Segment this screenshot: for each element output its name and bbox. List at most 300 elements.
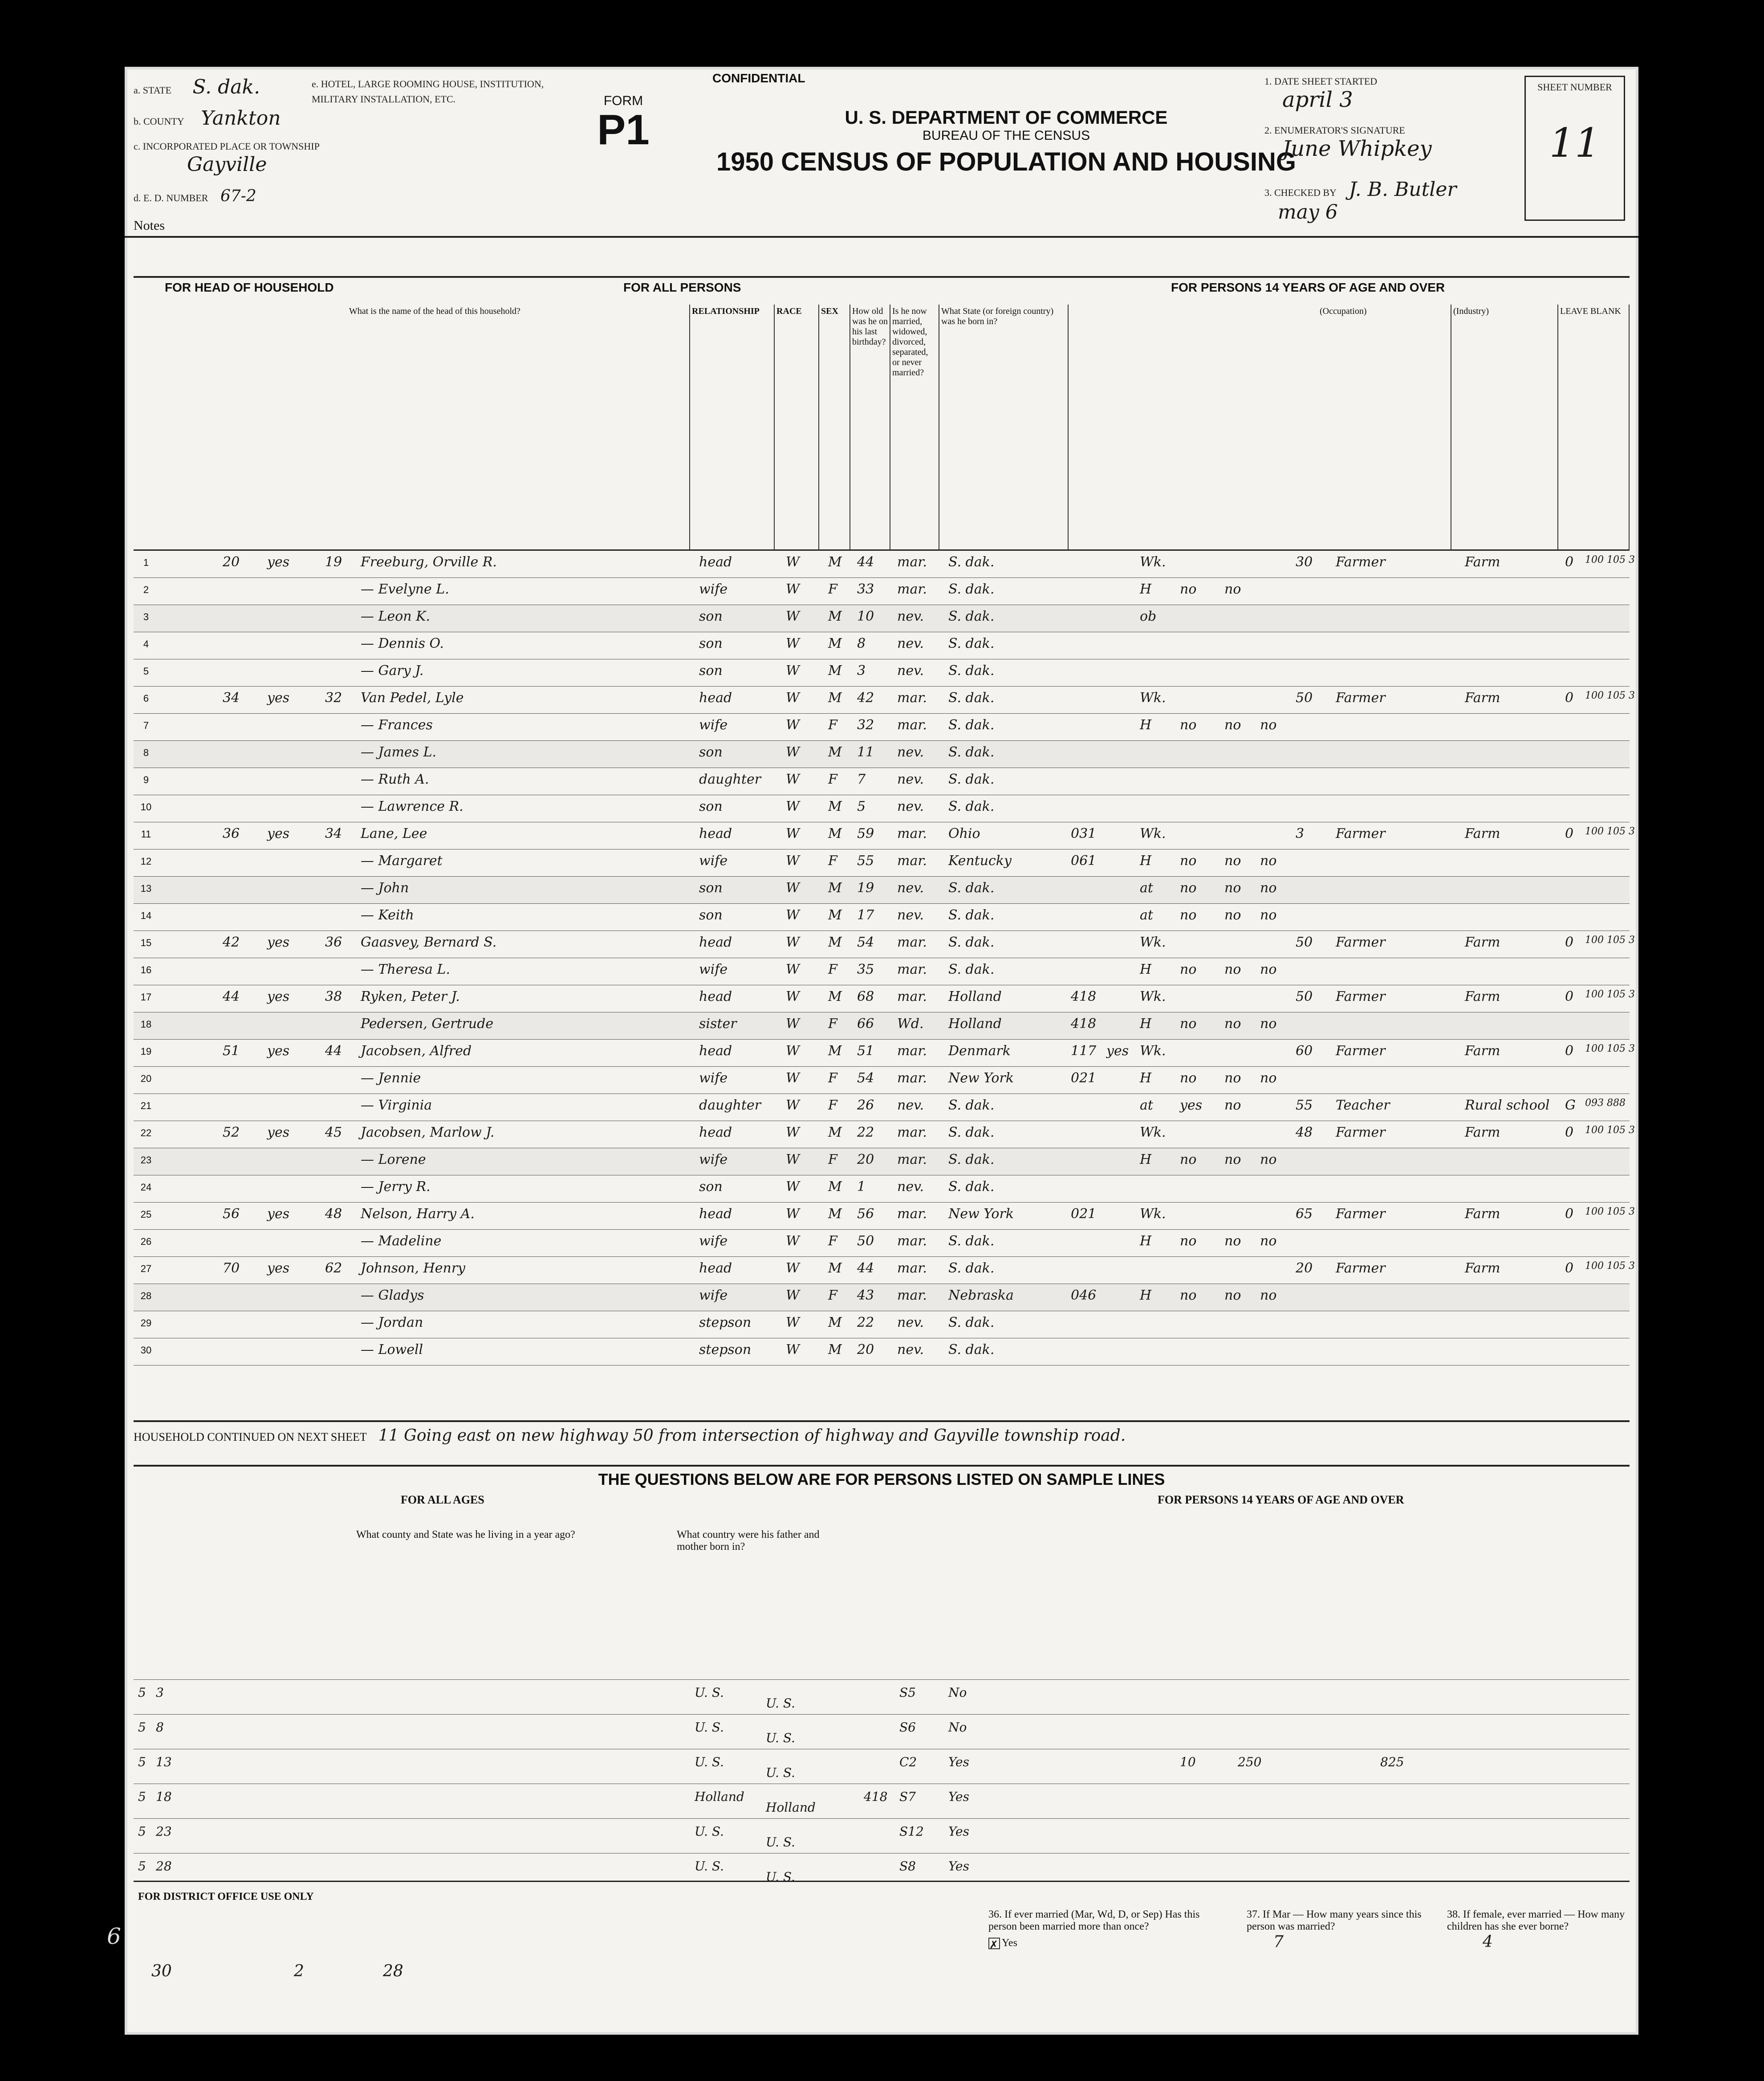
race: W (786, 636, 800, 651)
race: W (786, 1288, 800, 1303)
line-number: 13 (140, 883, 152, 894)
activity: ob (1140, 609, 1157, 624)
race: W (786, 581, 800, 597)
mother-birthplace: U. S. (766, 1696, 795, 1711)
line-number: 26 (140, 1236, 152, 1247)
finished-grade: Yes (948, 1824, 969, 1839)
col-sex-header: SEX (819, 305, 850, 549)
person-name: — Frances (361, 717, 433, 733)
sex: M (828, 1206, 842, 1222)
age: 56 (857, 1206, 874, 1222)
sex: M (828, 1342, 842, 1358)
birthplace: S. dak. (948, 799, 995, 814)
activity: Wk. (1140, 554, 1166, 570)
line-number: 6 (143, 693, 149, 704)
marital-status: nev. (897, 1315, 924, 1330)
sex: M (828, 935, 842, 950)
head-group-label: FOR HEAD OF HOUSEHOLD (165, 280, 334, 294)
dwelling-number: 20 (223, 554, 240, 570)
relationship: wife (699, 1152, 728, 1167)
schedule-number: 19 (325, 554, 342, 570)
work-answer: no (1180, 717, 1197, 733)
birth-code: 046 (1071, 1288, 1097, 1303)
father-birthplace: U. S. (695, 1720, 724, 1735)
schedule-number: 62 (325, 1260, 342, 1276)
marital-status: mar. (897, 581, 927, 597)
line-number: 1 (143, 557, 149, 568)
job-answer: no (1260, 853, 1277, 869)
sample-number: 5 (138, 1824, 146, 1839)
person-name: — Theresa L. (361, 962, 450, 977)
line-number: 15 (140, 937, 152, 948)
sample-row (134, 1853, 1630, 1885)
age: 22 (857, 1125, 874, 1140)
table-row (134, 768, 1630, 795)
looking-answer: no (1224, 880, 1241, 896)
table-row (134, 1230, 1630, 1257)
age: 11 (857, 744, 874, 760)
looking-answer: no (1224, 907, 1241, 923)
job-answer: no (1260, 1288, 1277, 1303)
marital-status: mar. (897, 1260, 927, 1276)
item38: 38. If female, ever married — How many children has she ever borne? 4 (1447, 1909, 1625, 1951)
marital-status: mar. (897, 853, 927, 869)
marital-status: mar. (897, 717, 927, 733)
farm-answer: yes (267, 935, 290, 950)
all-ages-label: FOR ALL AGES (401, 1493, 484, 1506)
grade-attended: S7 (899, 1789, 916, 1804)
job-answer: no (1260, 1152, 1277, 1167)
sheet-header (125, 67, 1638, 238)
sample-number: 5 (138, 1859, 146, 1874)
class-of-worker: G (1565, 1097, 1576, 1113)
work-answer: no (1180, 1288, 1197, 1303)
industry: Farm (1465, 554, 1500, 570)
date-started: 1. DATE SHEET STARTED april 3 (1264, 76, 1378, 112)
work-answer: no (1180, 1152, 1197, 1167)
county-field: b. COUNTY Yankton (134, 107, 281, 130)
industry: Farm (1465, 989, 1500, 1004)
sex: F (828, 1288, 837, 1303)
line-number: 12 (140, 856, 152, 867)
marital-status: nev. (897, 609, 924, 624)
sample-title: THE QUESTIONS BELOW ARE FOR PERSONS LISTED ON SAMPLE LINES (598, 1470, 1165, 1488)
birthplace: S. dak. (948, 907, 995, 923)
all-persons-label: FOR ALL PERSONS (623, 280, 741, 294)
class-of-worker: 0 (1565, 1043, 1574, 1059)
sex: M (828, 609, 842, 624)
sample-row (134, 1818, 1630, 1850)
age: 44 (857, 1260, 874, 1276)
sex: F (828, 581, 837, 597)
sex: M (828, 636, 842, 651)
birthplace: S. dak. (948, 880, 995, 896)
office-codes: 100 105 3 (1585, 1125, 1635, 1136)
sex: F (828, 1152, 837, 1167)
race: W (786, 717, 800, 733)
table-row (134, 931, 1635, 958)
person-name: — Jerry R. (361, 1179, 431, 1195)
relationship: wife (699, 1233, 728, 1249)
person-name: — Gary J. (361, 663, 424, 679)
table-row (134, 985, 1635, 1012)
race: W (786, 1043, 800, 1059)
marital-status: mar. (897, 826, 927, 841)
age: 59 (857, 826, 874, 841)
table-row (134, 1175, 1630, 1203)
dwelling-number: 36 (223, 826, 240, 841)
count-3: 28 (383, 1962, 403, 1980)
age: 8 (857, 636, 866, 651)
relationship: wife (699, 1288, 728, 1303)
marital-status: nev. (897, 1179, 924, 1195)
marital-status: nev. (897, 636, 924, 651)
race: W (786, 989, 800, 1004)
marital-status: nev. (897, 772, 924, 787)
relationship: son (699, 744, 723, 760)
table-row (134, 1338, 1630, 1366)
count-1: 30 (151, 1962, 172, 1980)
sample-lines-section (134, 1465, 1630, 2028)
table-row (134, 1257, 1635, 1284)
activity: H (1140, 717, 1152, 733)
race: W (786, 1342, 800, 1358)
birth-code: 418 (1071, 1016, 1097, 1032)
office-codes: 100 105 3 (1585, 935, 1635, 946)
hours-worked: 60 (1296, 1043, 1313, 1059)
person-name: — Madeline (361, 1233, 442, 1249)
sex: M (828, 826, 842, 841)
age: 44 (857, 554, 874, 570)
sex: M (828, 1179, 842, 1195)
checked-by: 3. CHECKED BY J. B. Butler may 6 (1264, 178, 1457, 224)
other-income: 825 (1380, 1755, 1404, 1769)
work-answer: no (1180, 962, 1197, 977)
sex: F (828, 1016, 837, 1032)
person-name: — Dennis O. (361, 636, 444, 651)
race: W (786, 1206, 800, 1222)
schedule-number: 45 (325, 1125, 342, 1140)
table-row (134, 551, 1635, 578)
birthplace: S. dak. (948, 744, 995, 760)
work-answer: no (1180, 880, 1197, 896)
table-row (134, 741, 1630, 768)
sample-number: 5 (138, 1720, 146, 1735)
person-name: — Ruth A. (361, 772, 429, 787)
table-row (134, 795, 1630, 822)
marital-status: mar. (897, 935, 927, 950)
person-name: — Lawrence R. (361, 799, 463, 814)
age: 5 (857, 799, 866, 814)
job-answer: no (1260, 1016, 1277, 1032)
table-row (134, 1012, 1630, 1040)
activity: H (1140, 1152, 1152, 1167)
occupation: Farmer (1336, 1125, 1386, 1140)
race: W (786, 880, 800, 896)
schedule-number: 36 (325, 935, 342, 950)
age: 32 (857, 717, 874, 733)
office-codes: 093 888 (1585, 1097, 1626, 1109)
person-name: Nelson, Harry A. (361, 1206, 475, 1222)
table-row (134, 1148, 1630, 1175)
wage-income: 250 (1238, 1755, 1262, 1769)
marital-status: mar. (897, 690, 927, 706)
weeks-worked: 10 (1180, 1755, 1196, 1769)
sample-number: 5 (138, 1789, 146, 1804)
notes-label: Notes (134, 218, 165, 233)
race: W (786, 1179, 800, 1195)
looking-answer: no (1224, 1152, 1241, 1167)
marital-status: mar. (897, 554, 927, 570)
birthplace: New York (948, 1206, 1014, 1222)
marital-status: nev. (897, 907, 924, 923)
dwelling-number: 34 (223, 690, 240, 706)
activity: H (1140, 1233, 1152, 1249)
looking-answer: no (1224, 1070, 1241, 1086)
marital-status: mar. (897, 989, 927, 1004)
activity: Wk. (1140, 935, 1166, 950)
marital-status: mar. (897, 1233, 927, 1249)
table-row (134, 687, 1635, 714)
sex: F (828, 717, 837, 733)
sample-line-number: 3 (156, 1685, 164, 1700)
side-number: 6 (107, 1923, 121, 1949)
father-birthplace: U. S. (695, 1859, 724, 1874)
hours-worked: 50 (1296, 690, 1313, 706)
item36-checkbox[interactable]: ✗ (988, 1938, 1000, 1949)
dwelling-number: 44 (223, 989, 240, 1004)
count-2: 2 (294, 1962, 304, 1980)
age: 50 (857, 1233, 874, 1249)
grade-attended: S6 (899, 1720, 916, 1735)
place-field: c. INCORPORATED PLACE OR TOWNSHIP Gayville (134, 141, 320, 176)
relationship: son (699, 880, 723, 896)
place-value: Gayville (187, 153, 267, 176)
marital-status: mar. (897, 1043, 927, 1059)
age: 20 (857, 1152, 874, 1167)
sex: M (828, 554, 842, 570)
sex: F (828, 853, 837, 869)
relationship: stepson (699, 1315, 752, 1330)
person-name: — Margaret (361, 853, 443, 869)
table-row (134, 632, 1630, 659)
class-of-worker: 0 (1565, 935, 1574, 950)
person-name: Lane, Lee (361, 826, 427, 841)
sex: M (828, 1260, 842, 1276)
table-row (134, 1203, 1635, 1230)
age: 26 (857, 1097, 874, 1113)
relationship: head (699, 935, 732, 950)
marital-status: nev. (897, 880, 924, 896)
age: 66 (857, 1016, 874, 1032)
line-number: 28 (140, 1290, 152, 1301)
dwelling-number: 56 (223, 1206, 240, 1222)
class-of-worker: 0 (1565, 690, 1574, 706)
col-race-header: RACE (775, 305, 819, 549)
relationship: daughter (699, 772, 761, 787)
table-row (134, 1067, 1630, 1094)
birth-code: 031 (1071, 826, 1097, 841)
sex: M (828, 989, 842, 1004)
col-age-header: How old was he on his last birthday? (850, 305, 890, 549)
grade-attended: S12 (899, 1824, 924, 1839)
enumerator-signature: 2. ENUMERATOR'S SIGNATURE June Whipkey (1264, 125, 1432, 161)
mother-birthplace: U. S. (766, 1835, 795, 1849)
schedule-number: 48 (325, 1206, 342, 1222)
class-of-worker: 0 (1565, 1206, 1574, 1222)
industry: Farm (1465, 826, 1500, 841)
relationship: sister (699, 1016, 737, 1032)
occupation: Teacher (1336, 1097, 1390, 1113)
line-number: 19 (140, 1046, 152, 1057)
race: W (786, 554, 800, 570)
sex: F (828, 1070, 837, 1086)
sample-line-number: 28 (156, 1859, 172, 1874)
birthplace: S. dak. (948, 609, 995, 624)
age: 22 (857, 1315, 874, 1330)
county-value: Yankton (201, 107, 281, 130)
sample-row (134, 1679, 1630, 1711)
sex: M (828, 880, 842, 896)
household-continued: HOUSEHOLD CONTINUED ON NEXT SHEET 11 Going east on new highway 50 from intersection of highway and Gayville township road. (134, 1420, 1630, 1445)
race: W (786, 1152, 800, 1167)
activity: H (1140, 1016, 1152, 1032)
relationship: wife (699, 853, 728, 869)
looking-answer: no (1224, 1233, 1241, 1249)
race: W (786, 1260, 800, 1276)
mother-birthplace: U. S. (766, 1765, 795, 1780)
table-row (134, 605, 1630, 632)
looking-answer: no (1224, 1288, 1241, 1303)
farm-answer: yes (267, 1125, 290, 1140)
table-row (134, 1094, 1630, 1121)
industry: Rural school (1465, 1097, 1550, 1113)
dwelling-number: 42 (223, 935, 240, 950)
work-answer: no (1180, 1233, 1197, 1249)
col-name-header: What is the name of the head of this household? (347, 305, 690, 549)
relationship: son (699, 1179, 723, 1195)
person-name: — Jordan (361, 1315, 423, 1330)
relationship: head (699, 1260, 732, 1276)
census-sheet (125, 67, 1638, 2035)
grade-attended: S5 (899, 1685, 916, 1700)
line-number: 21 (140, 1100, 152, 1111)
activity: Wk. (1140, 989, 1166, 1004)
activity: H (1140, 853, 1152, 869)
population-grid (134, 276, 1635, 1366)
sex: F (828, 1233, 837, 1249)
marital-status: nev. (897, 799, 924, 814)
activity: Wk. (1140, 826, 1166, 841)
occupation: Farmer (1336, 826, 1386, 841)
race: W (786, 744, 800, 760)
office-codes: 100 105 3 (1585, 554, 1635, 565)
table-row (134, 877, 1630, 904)
marital-status: mar. (897, 1125, 927, 1140)
sample-over14-label: FOR PERSONS 14 YEARS OF AGE AND OVER (1158, 1493, 1404, 1506)
birthplace: S. dak. (948, 935, 995, 950)
looking-answer: no (1224, 1016, 1241, 1032)
line-number: 20 (140, 1073, 152, 1084)
age: 54 (857, 935, 874, 950)
table-row (134, 714, 1630, 741)
work-answer: no (1180, 853, 1197, 869)
table-row (134, 1311, 1630, 1338)
race: W (786, 1070, 800, 1086)
industry: Farm (1465, 1043, 1500, 1059)
person-name: — Leon K. (361, 609, 431, 624)
line-number: 9 (143, 774, 149, 785)
col-leaveblank-header: LEAVE BLANK (1558, 305, 1630, 549)
sex: M (828, 799, 842, 814)
work-answer: no (1180, 1016, 1197, 1032)
relationship: head (699, 554, 732, 570)
birth-code: 117 (1071, 1043, 1097, 1059)
birthplace: Ohio (948, 826, 980, 841)
person-name: — Keith (361, 907, 414, 923)
looking-answer: no (1224, 962, 1241, 977)
sex: F (828, 772, 837, 787)
person-name: — Jennie (361, 1070, 421, 1086)
person-name: — John (361, 880, 409, 896)
over14-label: FOR PERSONS 14 YEARS OF AGE AND OVER (1171, 280, 1445, 294)
line-number: 24 (140, 1182, 152, 1193)
occupation: Farmer (1336, 1043, 1386, 1059)
work-answer: yes (1180, 1097, 1203, 1113)
sex: F (828, 1097, 837, 1113)
table-row (134, 1121, 1635, 1148)
class-of-worker: 0 (1565, 989, 1574, 1004)
district-office-label: FOR DISTRICT OFFICE USE ONLY (138, 1891, 314, 1902)
relationship: son (699, 799, 723, 814)
relationship: son (699, 609, 723, 624)
sex: M (828, 907, 842, 923)
table-row (134, 659, 1630, 687)
farm-answer: yes (267, 1260, 290, 1276)
activity: at (1140, 880, 1153, 896)
schedule-number: 38 (325, 989, 342, 1004)
father-birthplace: Holland (695, 1789, 744, 1804)
birthplace: Holland (948, 1016, 1002, 1032)
birth-code: 021 (1071, 1070, 1097, 1086)
job-answer: no (1260, 1233, 1277, 1249)
race: W (786, 1097, 800, 1113)
col-birthplace-header: What State (or foreign country) was he born in? (939, 305, 1069, 549)
ed-value: 67-2 (220, 187, 256, 205)
hours-worked: 48 (1296, 1125, 1313, 1140)
person-rows (134, 551, 1635, 1366)
finished-grade: Yes (948, 1859, 969, 1874)
birthplace: S. dak. (948, 690, 995, 706)
person-name: — James L. (361, 744, 437, 760)
dwelling-number: 51 (223, 1043, 240, 1059)
relationship: head (699, 1125, 732, 1140)
age: 1 (857, 1179, 866, 1195)
sample-line-number: 23 (156, 1824, 172, 1839)
hours-worked: 50 (1296, 935, 1313, 950)
birthplace: New York (948, 1070, 1014, 1086)
col-marital-header: Is he now married, widowed, divorced, separated, or never married? (890, 305, 939, 549)
marital-status: mar. (897, 1206, 927, 1222)
line-number: 10 (140, 801, 152, 813)
birthplace: S. dak. (948, 1125, 995, 1140)
line-number: 8 (143, 747, 149, 758)
finished-grade: Yes (948, 1789, 969, 1804)
class-of-worker: 0 (1565, 554, 1574, 570)
line-number: 17 (140, 992, 152, 1003)
birthplace: S. dak. (948, 636, 995, 651)
occupation: Farmer (1336, 1260, 1386, 1276)
